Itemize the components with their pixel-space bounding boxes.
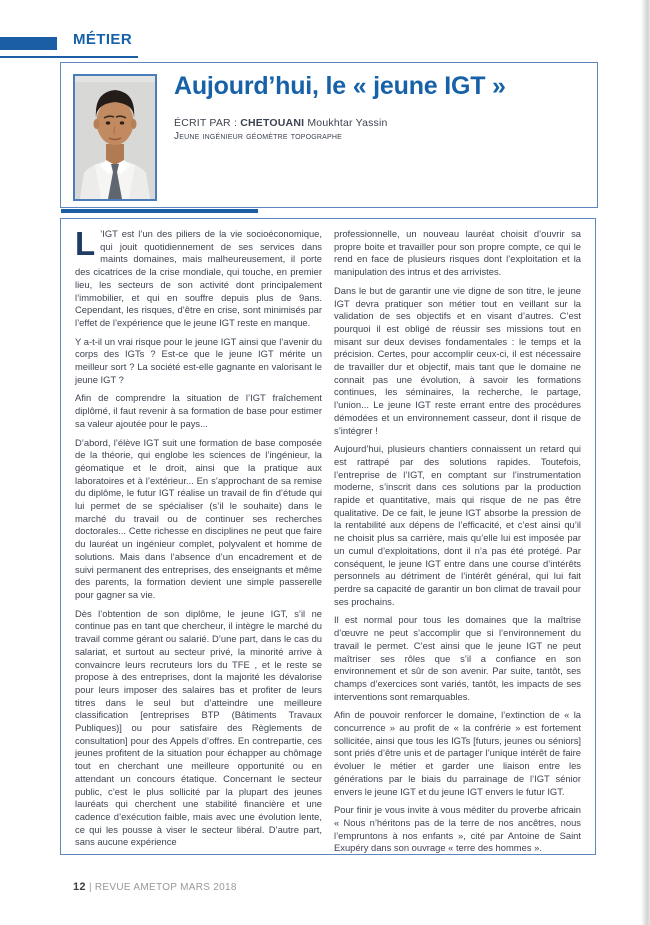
paragraph: Afin de pouvoir renforcer le domaine, l’extinction de « la concurrence » au profit de « la confrérie » est fortement sollicitée, ainsi que tous les IGTs [futurs, jeunes ou séniors] sont priés d’être unis et de partager l’unique intérêt de faire évoluer le métier et garder une liaison entre les générations par le biais du parrainage de l’IGT sénior envers le jeune IGT et du jeune IGT envers le futur IGT. [334,709,581,797]
header-text-block [174,71,587,142]
section-label: MÉTIER [73,31,133,48]
byline [174,117,587,129]
author-photo [73,74,157,201]
author-role: Jeune ingénieur géomètre topographe [174,131,343,142]
footer-journal-name: | REVUE AMETOP MARS 2018 [88,882,237,893]
article-title: Aujourd’hui, le « jeune IGT » [174,72,506,100]
paragraph: Afin de comprendre la situation de l’IGT fraîchement diplômé, il faut revenir à sa formation de base pour estimer sa valeur ajoutée pour le pays... [75,392,322,429]
author-firstnames: Moukhtar Yassin [304,117,388,129]
paragraph: Il est normal pour tous les domaines que la maîtrise d’œuvre ne peut s’accomplir que si l’environnement du travail le permet. C’est ainsi que le jeune IGT ne peut maîtriser ses rôles que s’il a confiance en son environnement et sûr de son avenir. Par suite, tantôt, ses champs d’exercices sont variés, tantôt, les impacts de ses interventions sont remarquables. [334,614,581,702]
author-surname: CHETOUANI [240,117,305,129]
paragraph: Y a-t-il un vrai risque pour le jeune IGT ainsi que l’avenir du corps des IGTs ? Est-ce que le jeune IGT mérite un meilleur sort ? La société est-elle gagnante en valorisant le jeune IGT ? [75,335,322,385]
paragraph-text: ’IGT est l’un des piliers de la vie socioéconomique, qui jouit quotidiennement de ses services dans maints domaines, mais malheureusement, il porte des cicatrices de la crise mondiale, qui touche, en premier lieu, les secteurs de son activité dont principalement l’immobilier, et qui en souffre depuis plus de 9ans. Cependant, les risques, d’être en crise, sont minimisés par l’effet de l’expérience que le jeune IGT reste en manque. [75,228,322,328]
article-header-box [60,62,598,208]
right-column [334,228,581,854]
section-underline [0,56,138,58]
paragraph: D’abord, l’élève IGT suit une formation de base composée de la théorie, qui englobe les sciences de l’ingénieur, la géomatique et le droit, ainsi que la pratique aux laboratoires et à l’extérieur... En s’approchant de sa remise du diplôme, le futur IGT réalise un travail de fin d’étude qui lui permet de se spécialiser (s’il le souhaite) dans le marché du travail ou de continuer ses recherches doctorales... Cette richesse en disciplines ne peut que faire du lauréat un ingénieur complet, polyvalent et homme de solutions. Mais dans l’absence d’un encadrement et de suivi permanent des entreprises, des enseignants et même des parents, la formation devient une simple passerelle pour gagner sa vie. [75,436,322,600]
page-scan-edge [641,0,650,925]
header-divider-bar [61,209,258,213]
paragraph: Aujourd’hui, plusieurs chantiers connaissent un retard qui est rattrapé par des solutions rapides. Toutefois, l’entreprise de l’IGT, en comptant sur l’instrumentation moderne, s’inscrit dans ces solutions par la production rapide et quantitative, mais qui risque de ne pas être qualitative. De ce fait, le jeune IGT absorbe la pression de la rentabilité aux dépens de l’efficacité, et c’est ainsi qu’il ne choisit plus sa carrière, mais qu’elle lui est imposée par un cumul d’exploitations, dont il n’a pas été protégé. Par conséquent, le jeune IGT entre dans une course d’intérêts personnels au détriment de l’intérêt général, qui lui fait perdre sa capacité de garantir un bon climat de travail pour ses prochains. [334,443,581,607]
drop-cap: L [75,225,96,262]
left-column [75,225,322,854]
page-footer [73,881,237,893]
paragraph-lead [75,225,322,330]
section-kicker-bar [0,37,57,50]
paragraph: Pour finir je vous invite à vous méditer du proverbe africain « Nous n’héritons pas de la terre de nos ancêtres, nous l’empruntons à nos enfants », cité par Antoine de Saint Exupéry dans son ouvrage « terre des hommes ». [334,804,581,854]
portrait-photo-icon [75,76,155,199]
page-number: 12 [73,881,86,893]
article-body-box [60,218,596,855]
paragraph: Dans le but de garantir une vie digne de son titre, le jeune IGT devra pratiquer son métier tout en veillant sur la validation de ses objectifs et en visant d’autres. C’est pourquoi il est obligé de réussir ses missions tout en misant sur deux devises fondamentales : le temps et la précision. Certes, pour accomplir ceux-ci, il est nécessaire de travailler dur et objectif, mais tant que le domaine ne connait pas une évolution, à savoir les formations continues, les séminaires, la recherche, le partage, l’union... Le jeune IGT reste errant entre des procédures démodées et un environnement casseur, dont il risque de s’intégrer ! [334,284,581,436]
paragraph: professionnelle, un nouveau lauréat choisit d’ouvrir sa propre boite et travailler pour son propre compte, ce qui le rend en face de plusieurs risques dont l’exploitation et la manipulation des intrus et des arrivistes. [334,228,581,278]
paragraph: Dès l’obtention de son diplôme, le jeune IGT, s’il ne continue pas en tant que chercheur, il intègre le marché du travail comme gérant ou salarié. D’une part, dans le cas du salariat, et surtout au secteur privé, la minorité arrive à convaincre leurs recruteurs lors du TFE , et le reste se propose à des entreprises, dont la majorité les dévalorise pour leurs imposer des salaires bas et profiter de leurs titres dans le seul but d’atteindre une meilleure classification [entreprises BTP (Bâtiments Travaux Publiques)] ou pour satisfaire des Règlements de consultation] pour des Appels d’offres. En contrepartie, ces jeunes profitent de la situation pour échapper au chômage tout en cherchant une meilleure opportunité ou en attendant un concours étatique. Concernant le secteur public, c’est le plus sollicité par la plupart des jeunes lauréats qui cherchent une stabilité financière et une cadence d’exécution faible, mais avec une évolution lente, ce qui les pousse à viser le secteur libéral. D’autre part, sans aucune expérience [75,607,322,848]
byline-prefix: ÉCRIT PAR : [174,117,241,129]
